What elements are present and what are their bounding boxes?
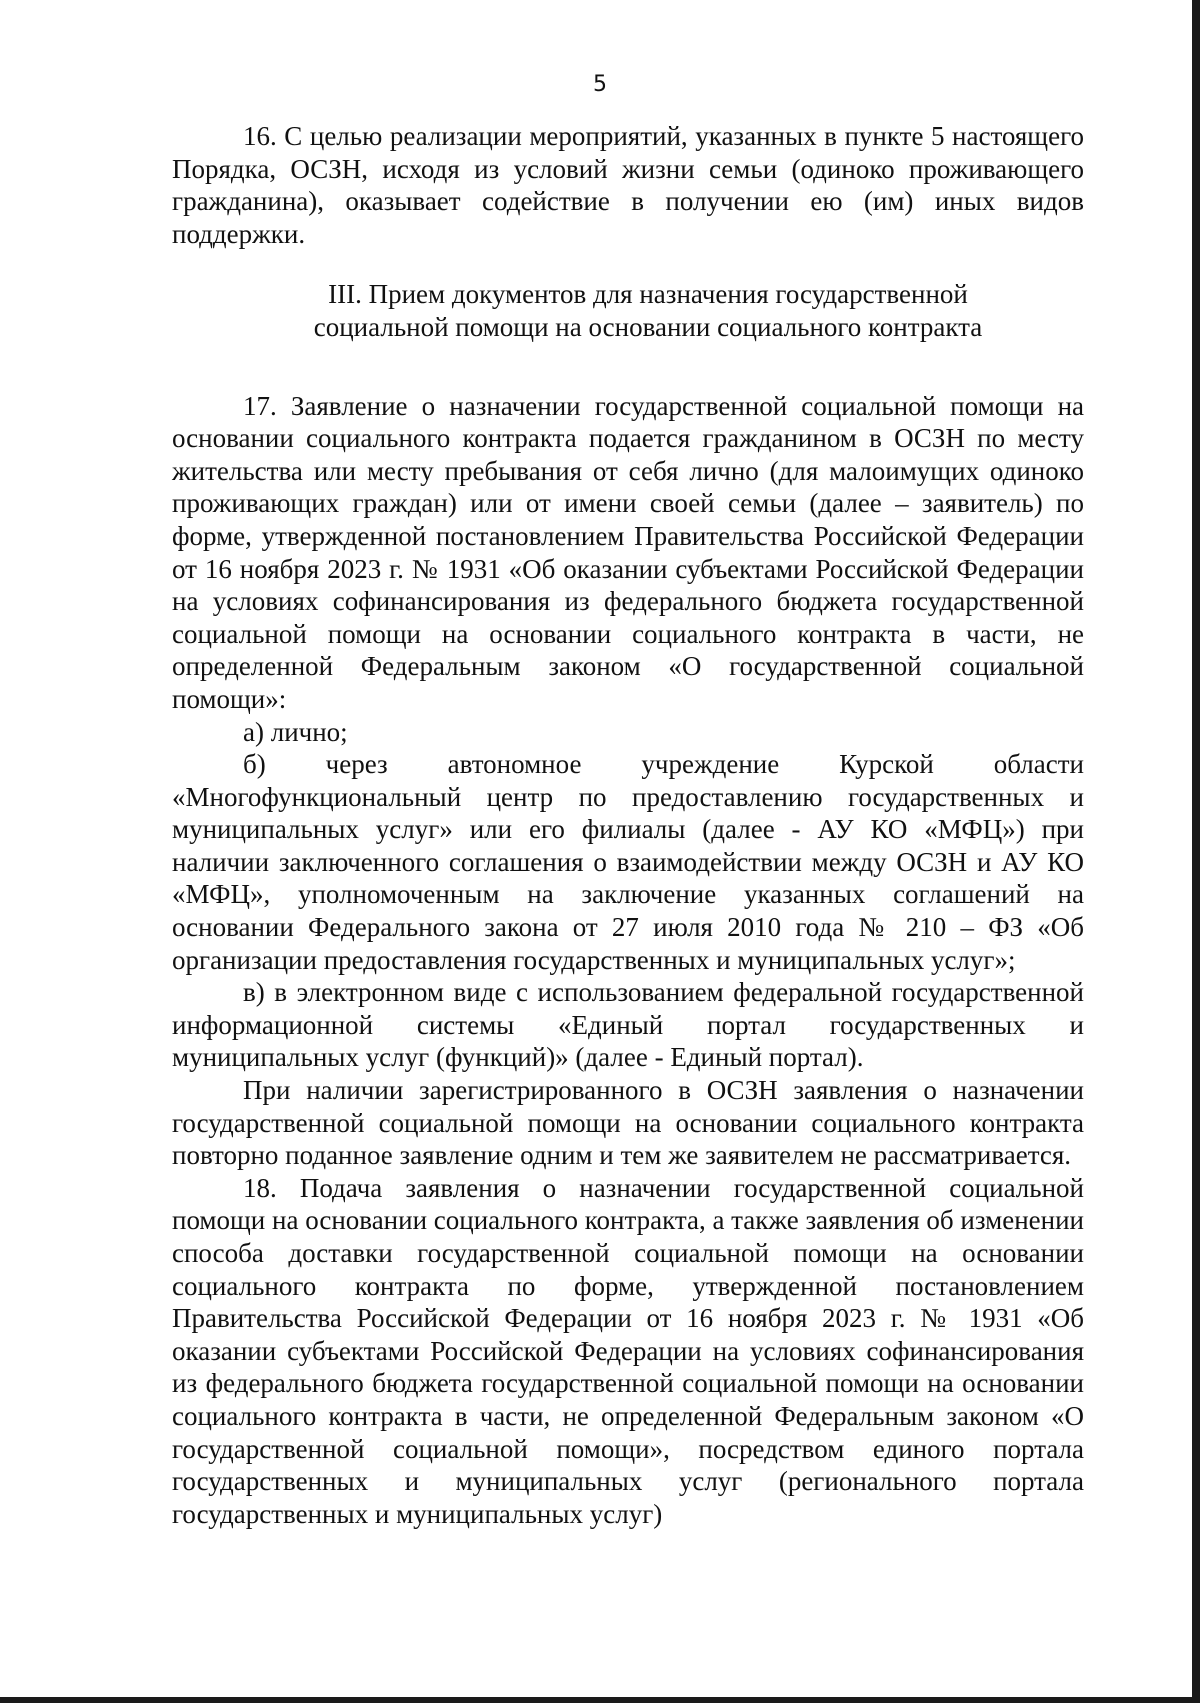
paragraph-17-item-b: б) через автономное учреждение Курской области «Многофункциональный центр по предоставлению государственных и муниципальных услуг» или его филиалы (далее - АУ КО «МФЦ») при наличии заключенного соглашения о взаимодействии между ОСЗН и АУ КО «МФЦ», уполномоченным на заключение указанных соглашений на основании Федерального закона от 27 июля 2010 года № 210 – ФЗ «Об организации предоставления государственных и муниципальных услуг»; bbox=[172, 749, 1084, 975]
paragraph-16: 16. С целью реализации мероприятий, указанных в пункте 5 настоящего Порядка, ОСЗН, исходя из условий жизни семьи (одиноко проживающего гражданина), оказывает содействие в получении ею (им) иных видов поддержки. bbox=[172, 121, 1084, 249]
paragraph-17-item-a: а) лично; bbox=[243, 716, 348, 747]
section-heading bbox=[172, 278, 1084, 343]
paragraph-17-repeat-note: При наличии зарегистрированного в ОСЗН заявления о назначении государственной социальной помощи на основании социального контракта повторно поданное заявление одним и тем же заявителем не рассматривается. bbox=[172, 1075, 1084, 1171]
section-heading-line-1: III. Прием документов для назначения государственной bbox=[328, 279, 968, 310]
document-body bbox=[172, 120, 1084, 1530]
scan-border-bottom bbox=[0, 1697, 1200, 1703]
paragraph-17: 17. Заявление о назначении государственной социальной помощи на основании социального контракта подается гражданином в ОСЗН по месту жительства или месту пребывания от себя лично (для малоимущих одиноко проживающих граждан) или от имени своей семьи (далее – заявитель) по форме, утвержденной постановлением Правительства Российской Федерации от 16 ноября 2023 г. № 1931 «Об оказании субъектами Российской Федерации на условиях софинансирования из федерального бюджета государственной социальной помощи на основании социального контракта в части, не определенной Федеральным законом «О государственной социальной помощи»: bbox=[172, 390, 1084, 714]
scan-border-right bbox=[1192, 0, 1200, 1703]
paragraph-17-item-v: в) в электронном виде с использованием федеральной государственной информационной системы «Единый портал государственных и муниципальных услуг (функций)» (далее - Единый портал). bbox=[172, 977, 1084, 1073]
page-number: 5 bbox=[593, 72, 607, 97]
section-heading-line-2: социальной помощи на основании социального контракта bbox=[313, 311, 983, 342]
paragraph-18: 18. Подача заявления о назначении государственной социальной помощи на основании социального контракта, а также заявления об изменении способа доставки государственной социальной помощи на основании социального контракта по форме, утвержденной постановлением Правительства Российской Федерации от 16 ноября 2023 г. № 1931 «Об оказании субъектами Российской Федерации на условиях софинансирования из федерального бюджета государственной социальной помощи на основании социального контракта в части, не определенной Федеральным законом «О государственной социальной помощи», посредством единого портала государственных и муниципальных услуг (регионального портала государственных и муниципальных услуг) bbox=[172, 1172, 1085, 1529]
